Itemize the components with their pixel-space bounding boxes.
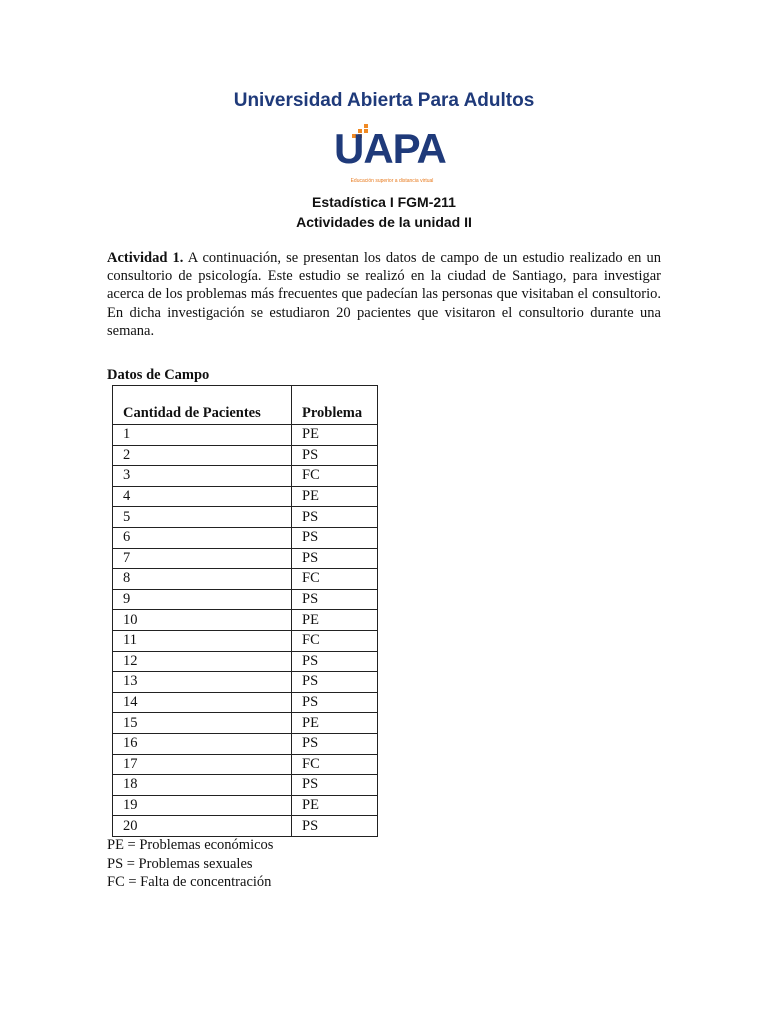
cell-problem-code: PS [292, 548, 378, 569]
cell-patient-number: 13 [113, 672, 292, 693]
cell-problem-code: PS [292, 445, 378, 466]
table-header-row [113, 386, 378, 425]
cell-patient-number: 20 [113, 816, 292, 837]
table-row [113, 672, 378, 693]
cell-patient-number: 6 [113, 527, 292, 548]
activity-paragraph [107, 249, 661, 340]
cell-problem-code: PE [292, 713, 378, 734]
table-row [113, 507, 378, 528]
cell-patient-number: 14 [113, 692, 292, 713]
field-data-table [112, 385, 378, 837]
activity-text: A continuación, se presentan los datos de campo de un estudio realizado en un consultorio de psicología. Este estudio se realizó en la ciudad de Santiago, para investigar acerca de los problemas más frecuentes que padecían las personas que visitaban el consultorio. En dicha investigación se estudiaron 20 pacientes que visitaron el consultorio durante una semana. [107, 250, 662, 339]
legend [107, 836, 273, 892]
cell-problem-code: PE [292, 610, 378, 631]
cell-problem-code: PS [292, 775, 378, 796]
table-row [113, 651, 378, 672]
cell-patient-number: 2 [113, 445, 292, 466]
table-row [113, 816, 378, 837]
cell-problem-code: FC [292, 569, 378, 590]
header-cell-patients: Cantidad de Pacientes [113, 386, 292, 425]
cell-patient-number: 11 [113, 630, 292, 651]
unit-title: Actividades de la unidad II [296, 214, 472, 230]
cell-problem-code: PE [292, 425, 378, 446]
table-row [113, 754, 378, 775]
logo-tagline: Educación superior a distancia virtual [350, 178, 434, 184]
table-row [113, 713, 378, 734]
cell-patient-number: 1 [113, 425, 292, 446]
cell-problem-code: FC [292, 630, 378, 651]
cell-problem-code: PE [292, 795, 378, 816]
cell-patient-number: 19 [113, 795, 292, 816]
table-row [113, 445, 378, 466]
cell-patient-number: 4 [113, 486, 292, 507]
cell-problem-code: PS [292, 733, 378, 754]
table-row [113, 589, 378, 610]
cell-problem-code: PS [292, 527, 378, 548]
cell-patient-number: 3 [113, 466, 292, 487]
legend-item-fc: FC = Falta de concentración [107, 874, 272, 890]
table-row [113, 486, 378, 507]
cell-problem-code: PS [292, 692, 378, 713]
table-title: Datos de Campo [107, 367, 210, 383]
university-title: Universidad Abierta Para Adultos [233, 90, 535, 111]
cell-problem-code: PS [292, 589, 378, 610]
table-row [113, 692, 378, 713]
table-row [113, 466, 378, 487]
cell-patient-number: 18 [113, 775, 292, 796]
activity-label: Actividad 1. [107, 250, 184, 266]
table-row [113, 548, 378, 569]
cell-patient-number: 5 [113, 507, 292, 528]
table-row [113, 527, 378, 548]
cell-problem-code: PS [292, 672, 378, 693]
cell-patient-number: 16 [113, 733, 292, 754]
cell-problem-code: PS [292, 651, 378, 672]
table-row [113, 795, 378, 816]
cell-problem-code: PS [292, 816, 378, 837]
cell-problem-code: FC [292, 466, 378, 487]
cell-patient-number: 12 [113, 651, 292, 672]
table-row [113, 775, 378, 796]
header-cell-problem: Problema [292, 386, 378, 425]
cell-patient-number: 7 [113, 548, 292, 569]
cell-patient-number: 9 [113, 589, 292, 610]
table-row [113, 733, 378, 754]
legend-item-ps: PS = Problemas sexuales [107, 855, 253, 872]
course-title: Estadística I FGM-211 [312, 194, 456, 210]
cell-patient-number: 10 [113, 610, 292, 631]
uapa-logo [334, 124, 450, 186]
cell-patient-number: 8 [113, 569, 292, 590]
table-row [113, 610, 378, 631]
legend-item-pe: PE = Problemas económicos [107, 837, 274, 853]
cell-patient-number: 15 [113, 713, 292, 734]
table-row [113, 425, 378, 446]
table-row [113, 569, 378, 590]
cell-problem-code: PE [292, 486, 378, 507]
cell-patient-number: 17 [113, 754, 292, 775]
table-row [113, 630, 378, 651]
logo-wordmark: UAPA [334, 125, 446, 172]
cell-problem-code: FC [292, 754, 378, 775]
cell-problem-code: PS [292, 507, 378, 528]
